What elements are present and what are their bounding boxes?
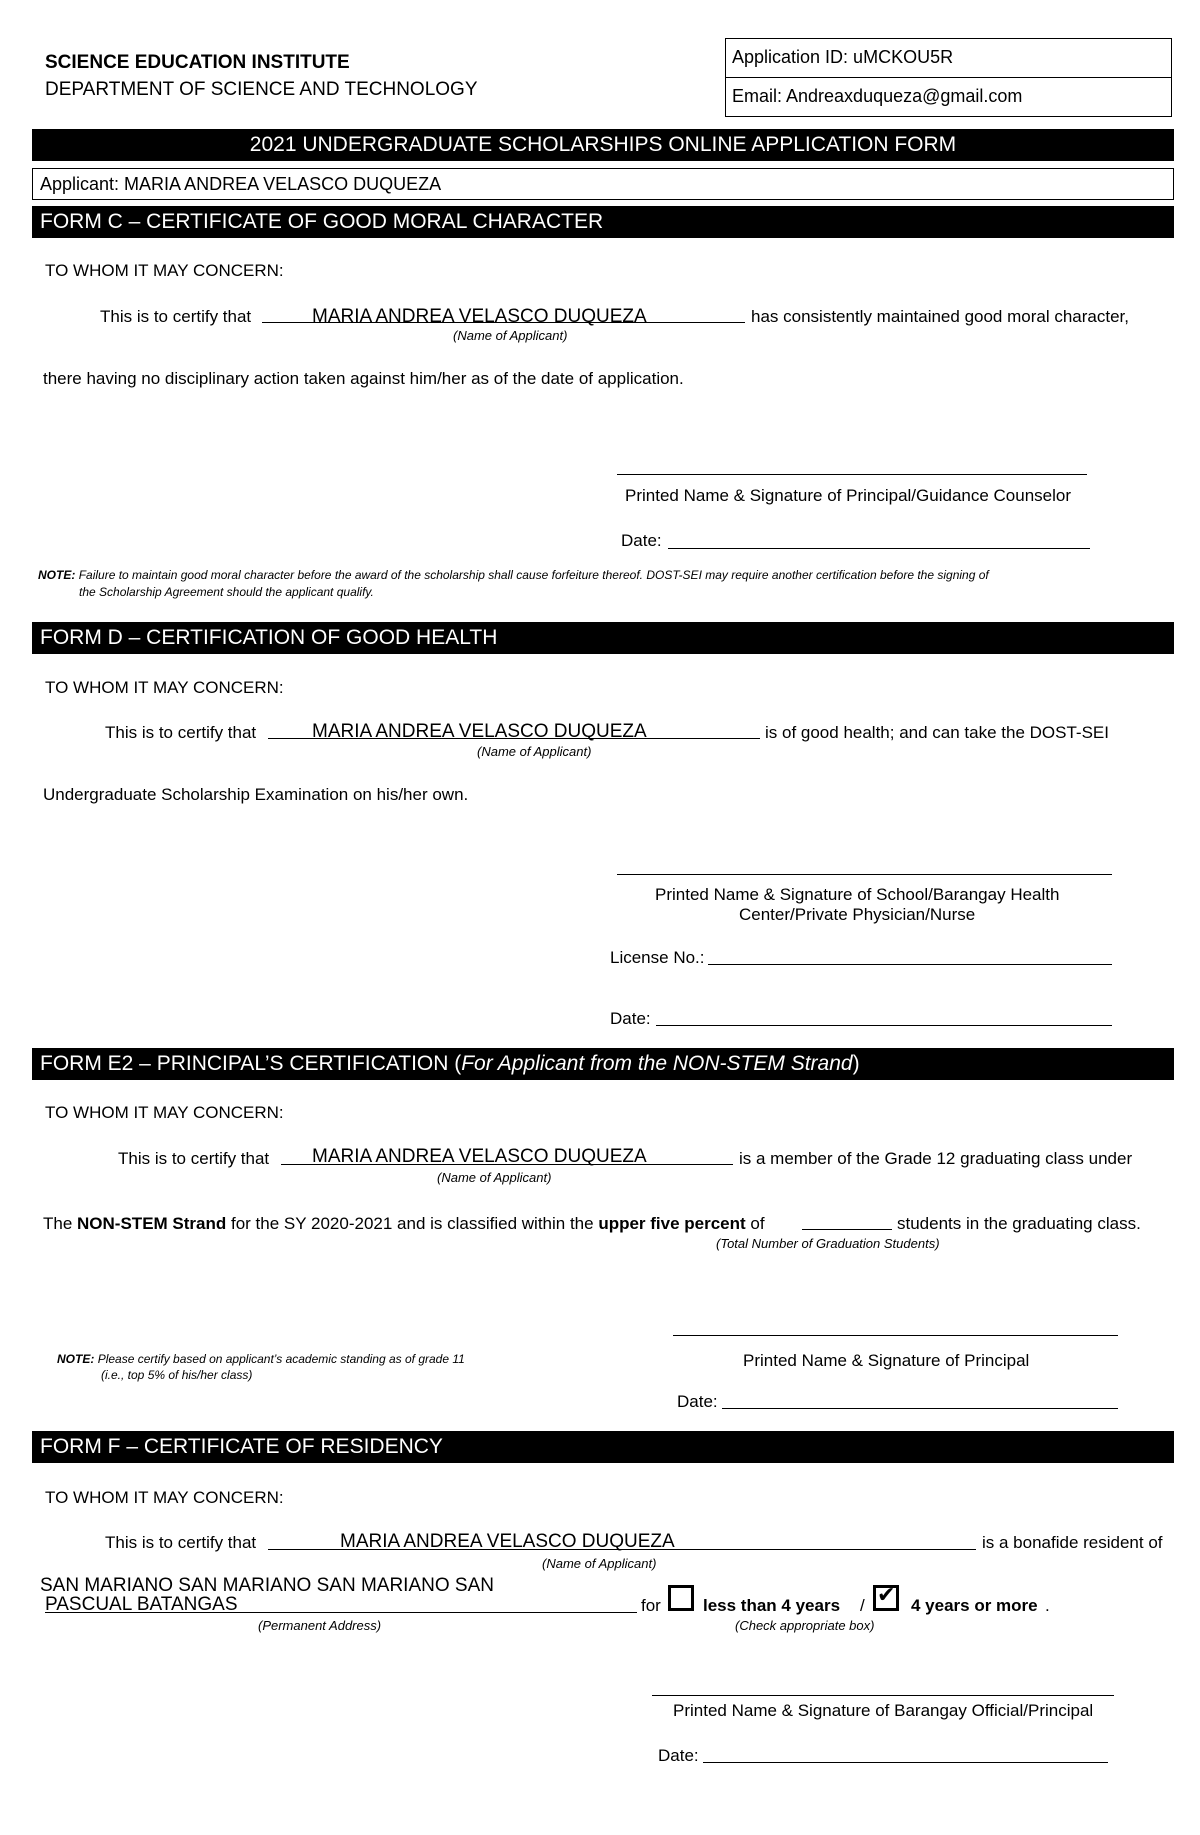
form-e2-certify: This is to certify that: [118, 1149, 270, 1168]
form-f-address-caption: (Permanent Address): [258, 1618, 382, 1633]
form-d-signature-label1: Printed Name & Signature of School/Barangay Health: [655, 885, 1060, 904]
form-e2-signature-label: Printed Name & Signature of Principal: [743, 1351, 1030, 1370]
form-d-signature-label2: Center/Private Physician/Nurse: [739, 905, 976, 924]
form-d-name-caption: (Name of Applicant): [477, 744, 592, 759]
form-d-date-label: Date:: [610, 1009, 651, 1028]
form-f-certify: This is to certify that: [105, 1533, 257, 1552]
form-d-certify: This is to certify that: [105, 723, 257, 742]
form-f-date-label: Date:: [658, 1746, 699, 1765]
form-f-to-whom: TO WHOM IT MAY CONCERN:: [45, 1488, 284, 1507]
application-id: Application ID: uMCKOU5R: [732, 47, 954, 67]
form-c-date-line: [668, 548, 1090, 549]
form-e2-date-label: Date:: [677, 1392, 718, 1411]
form-e2-name-caption: (Name of Applicant): [437, 1170, 552, 1185]
form-f-check-caption: (Check appropriate box): [735, 1618, 875, 1633]
form-title: 2021 UNDERGRADUATE SCHOLARSHIPS ONLINE APPLICATION FORM: [249, 133, 957, 156]
form-e2-p-the: The: [43, 1214, 73, 1233]
form-e2-note: [57, 1352, 465, 1366]
form-e2-title: [32, 1048, 1174, 1080]
form-f-slash: /: [860, 1596, 865, 1615]
form-title-band: [32, 129, 1174, 161]
form-f-for-label: for: [641, 1596, 661, 1615]
form-f-address-line: [45, 1612, 637, 1613]
form-f-opt-less: less than 4 years: [703, 1596, 841, 1615]
applicant-label: Applicant: MARIA ANDREA VELASCO DUQUEZA: [40, 174, 442, 194]
form-f-date-line: [703, 1762, 1108, 1763]
form-c-applicant-name: MARIA ANDREA VELASCO DUQUEZA: [312, 306, 647, 327]
form-e2-total-line: [802, 1229, 892, 1230]
form-c-date-label: Date:: [621, 531, 662, 550]
form-e2-paragraph: [43, 1214, 765, 1234]
less-than-4-years-checkbox[interactable]: [668, 1585, 694, 1611]
form-f-title-text: FORM F – CERTIFICATE OF RESIDENCY: [40, 1435, 443, 1458]
form-e2-title-prefix: FORM E2 – PRINCIPAL’S CERTIFICATION (: [40, 1052, 462, 1075]
form-e2-p-end: students in the graduating class.: [897, 1214, 1141, 1233]
form-e2-p-mid: for the SY 2020-2021 and is classified within the: [231, 1214, 594, 1233]
form-c-line2: there having no disciplinary action taken against him/her as of the date of application.: [43, 369, 684, 388]
email: Email: Andreaxduqueza@gmail.com: [732, 86, 1023, 106]
org-name: SCIENCE EDUCATION INSTITUTE: [45, 52, 350, 73]
form-c-note-text2: the Scholarship Agreement should the applicant qualify.: [79, 585, 374, 599]
form-c-note: [38, 568, 989, 582]
form-d-date-line: [656, 1025, 1112, 1026]
form-e2-p-bold1: NON-STEM Strand: [77, 1214, 227, 1233]
form-f-after-name: is a bonafide resident of: [982, 1533, 1163, 1552]
form-e2-note-text2: (i.e., top 5% of his/her class): [101, 1368, 253, 1382]
form-e2-p-bold2: upper five percent: [598, 1214, 746, 1233]
form-c-note-text1: Failure to maintain good moral character before the award of the scholarship shall cause forfeiture thereof. DOST-SEI may require another certification before the signing of: [78, 568, 989, 582]
form-c-signature-line: [617, 474, 1087, 475]
form-f-name-caption: (Name of Applicant): [542, 1556, 657, 1571]
form-e2-title-italic: For Applicant from the NON-STEM Strand: [461, 1052, 853, 1075]
form-f-title: [32, 1431, 1174, 1463]
form-d-signature-line: [617, 874, 1112, 875]
form-c-note-label: NOTE:: [38, 568, 76, 582]
form-d-line2: Undergraduate Scholarship Examination on his/her own.: [43, 785, 469, 804]
form-d-title: [32, 622, 1174, 654]
form-d-after-name: is of good health; and can take the DOST-SEI: [765, 723, 1109, 742]
form-c-to-whom: TO WHOM IT MAY CONCERN:: [45, 261, 284, 280]
form-d-applicant-name: MARIA ANDREA VELASCO DUQUEZA: [312, 721, 647, 742]
form-f-signature-line: [652, 1695, 1114, 1696]
form-c-name-caption: (Name of Applicant): [453, 328, 568, 343]
form-f-address-line2: PASCUAL BATANGAS: [45, 1594, 238, 1615]
checkmark-icon: ✔: [877, 1583, 896, 1608]
form-c-title: [32, 206, 1174, 238]
form-d-to-whom: TO WHOM IT MAY CONCERN:: [45, 678, 284, 697]
form-f-applicant-name: MARIA ANDREA VELASCO DUQUEZA: [340, 1531, 675, 1552]
form-e2-note-label: NOTE:: [57, 1352, 95, 1366]
form-c-after-name: has consistently maintained good moral character,: [751, 307, 1129, 326]
form-f-period: .: [1045, 1596, 1050, 1615]
form-e2-date-line: [722, 1408, 1118, 1409]
form-c-title-text: FORM C – CERTIFICATE OF GOOD MORAL CHARACTER: [40, 210, 604, 233]
form-f-signature-label: Printed Name & Signature of Barangay Official/Principal: [673, 1701, 1094, 1720]
form-f-address-line1: SAN MARIANO SAN MARIANO SAN MARIANO SAN: [40, 1575, 494, 1596]
form-d-license-line: [708, 964, 1112, 965]
form-e2-p-of: of: [750, 1214, 765, 1233]
form-e2-signature-line: [673, 1335, 1118, 1336]
4-years-or-more-checkbox[interactable]: [873, 1585, 899, 1611]
form-e2-note-text1: Please certify based on applicant’s academic standing as of grade 11: [97, 1352, 465, 1366]
form-e2-after-name: is a member of the Grade 12 graduating class under: [739, 1149, 1133, 1168]
dept-name: DEPARTMENT OF SCIENCE AND TECHNOLOGY: [45, 79, 478, 100]
form-d-license-label: License No.:: [610, 948, 705, 967]
form-c-signature-label: Printed Name & Signature of Principal/Guidance Counselor: [625, 486, 1072, 505]
form-f-opt-more: 4 years or more: [911, 1596, 1038, 1615]
form-d-title-text: FORM D – CERTIFICATION OF GOOD HEALTH: [40, 626, 498, 649]
form-e2-total-caption: (Total Number of Graduation Students): [716, 1236, 940, 1251]
form-e2-title-suffix: ): [852, 1052, 860, 1075]
form-c-certify: This is to certify that: [100, 307, 252, 326]
form-e2-to-whom: TO WHOM IT MAY CONCERN:: [45, 1103, 284, 1122]
form-e2-applicant-name: MARIA ANDREA VELASCO DUQUEZA: [312, 1146, 647, 1167]
